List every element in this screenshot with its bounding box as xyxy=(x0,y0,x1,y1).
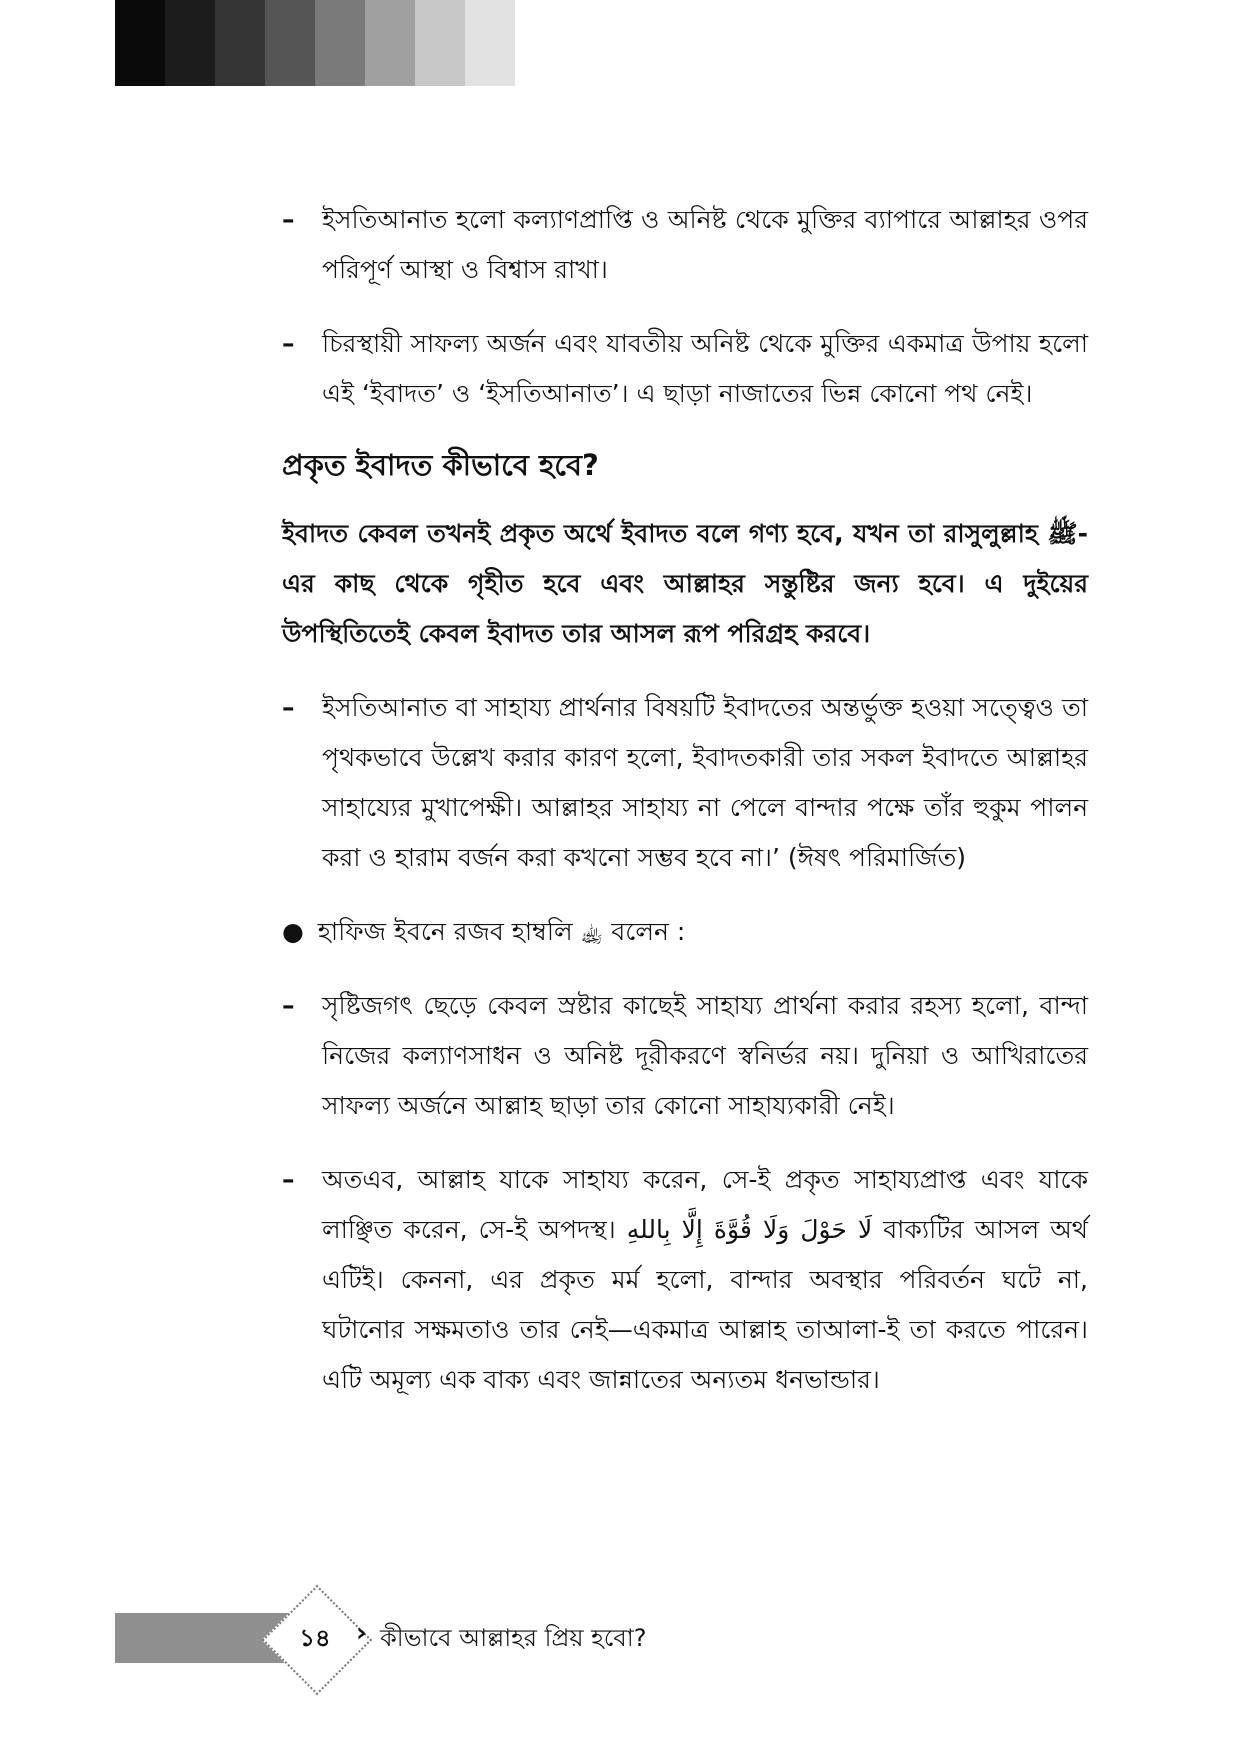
grayscale-calibration-bar xyxy=(115,0,515,86)
bullet-item xyxy=(282,1155,1088,1405)
bullet-text: চিরস্থায়ী সাফল্য অর্জন এবং যাবতীয় অনিষ্ট থেকে মুক্তির একমাত্র উপায় হলো এই ‘ইবাদত’ ও ‘ইসতিআনাত’। এ ছাড়া নাজাতের ভিন্ন কোনো পথ নেই। xyxy=(322,329,1088,408)
bullet-text: সৃষ্টিজগৎ ছেড়ে কেবল স্রষ্টার কাছেই সাহায্য প্রার্থনা করার রহস্য হলো, বান্দা নিজের কল্যাণসাধন ও অনিষ্ট দূরীকরণে স্বনির্ভর নয়। দুনিয়া ও আখিরাতের সাফল্য অর্জনে আল্লাহ ছাড়া তার কোনো সাহায্যকারী নেই। xyxy=(322,991,1088,1120)
swatch xyxy=(165,0,215,86)
dash-marker: – xyxy=(282,205,295,234)
bullet-text: ইসতিআনাত বা সাহায্য প্রার্থনার বিষয়টি ইবাদতের অন্তর্ভুক্ত হওয়া সত্ত্বেও তা পৃথকভাবে উল্লেখ করার কারণ হলো, ইবাদতকারী তার সকল ইবাদতে আল্লাহর সাহায্যের মুখাপেক্ষী। আল্লাহর সাহায্য না পেলে বান্দার পক্ষে তাঁর হুকুম পালন করা ও হারাম বর্জন করা কখনো সম্ভব হবে না।’ (ঈষৎ পরিমার্জিত) xyxy=(322,693,1088,872)
bullet-item xyxy=(282,981,1088,1131)
quote-intro xyxy=(282,907,1088,957)
running-title: কীভাবে আল্লাহর প্রিয় হবো? xyxy=(380,1624,647,1652)
body-paragraph: ইবাদত কেবল তখনই প্রকৃত অর্থে ইবাদত বলে গণ্য হবে, যখন তা রাসুলুল্লাহ ﷺ-এর কাছ থেকে গৃহীত হবে এবং আল্লাহর সন্তুষ্টির জন্য হবে। এ দুইয়ের উপস্থিতিতেই কেবল ইবাদত তার আসল রূপ পরিগ্রহ করবে। xyxy=(282,519,1088,648)
chevron-right-icon: › xyxy=(356,1618,367,1648)
page-number: ১৪ xyxy=(299,1624,331,1652)
bullet-text: ইসতিআনাত হলো কল্যাণপ্রাপ্তি ও অনিষ্ট থেকে মুক্তির ব্যাপারে আল্লাহর ওপর পরিপূর্ণ আস্থা ও বিশ্বাস রাখা। xyxy=(322,205,1088,284)
page-body xyxy=(282,195,1088,1429)
swatch xyxy=(315,0,365,86)
swatch xyxy=(365,0,415,86)
swatch xyxy=(265,0,315,86)
bullet-item xyxy=(282,683,1088,883)
swatch xyxy=(465,0,515,86)
dash-marker: – xyxy=(282,1165,295,1194)
dash-marker: – xyxy=(282,329,295,358)
dash-marker: – xyxy=(282,991,295,1020)
bullet-dot-icon: ● xyxy=(282,917,304,946)
swatch xyxy=(115,0,165,86)
section-heading: প্রকৃত ইবাদত কীভাবে হবে? xyxy=(282,448,599,482)
quote-intro-text: হাফিজ ইবনে রজব হাম্বলি ﵀ বলেন : xyxy=(317,917,686,946)
swatch xyxy=(215,0,265,86)
arabic-phrase: لَا حَوْلَ وَلَا قُوَّةَ إِلَّا بِاللهِ xyxy=(626,1215,873,1244)
bullet-text-before: অতএব, আল্লাহ যাকে সাহায্য করেন, সে-ই প্রকৃত সাহায্যপ্রাপ্ত এবং যাকে লাঞ্ছিত করেন, সে-ই অপদস্থ। xyxy=(322,1165,1088,1244)
bullet-item xyxy=(282,195,1088,295)
swatch xyxy=(415,0,465,86)
bullet-text-after: বাক্যটির আসল অর্থ এটিই। কেননা, এর প্রকৃত মর্ম হলো, বান্দার অবস্থার পরিবর্তন ঘটে না, ঘটানোর সক্ষমতাও তার নেই—একমাত্র আল্লাহ তাআলা-ই তা করতে পারেন। এটি অমূল্য এক বাক্য এবং জান্নাতের অন্যতম ধনভান্ডার। xyxy=(322,1215,1088,1394)
bullet-item xyxy=(282,319,1088,419)
dash-marker: – xyxy=(282,693,295,722)
